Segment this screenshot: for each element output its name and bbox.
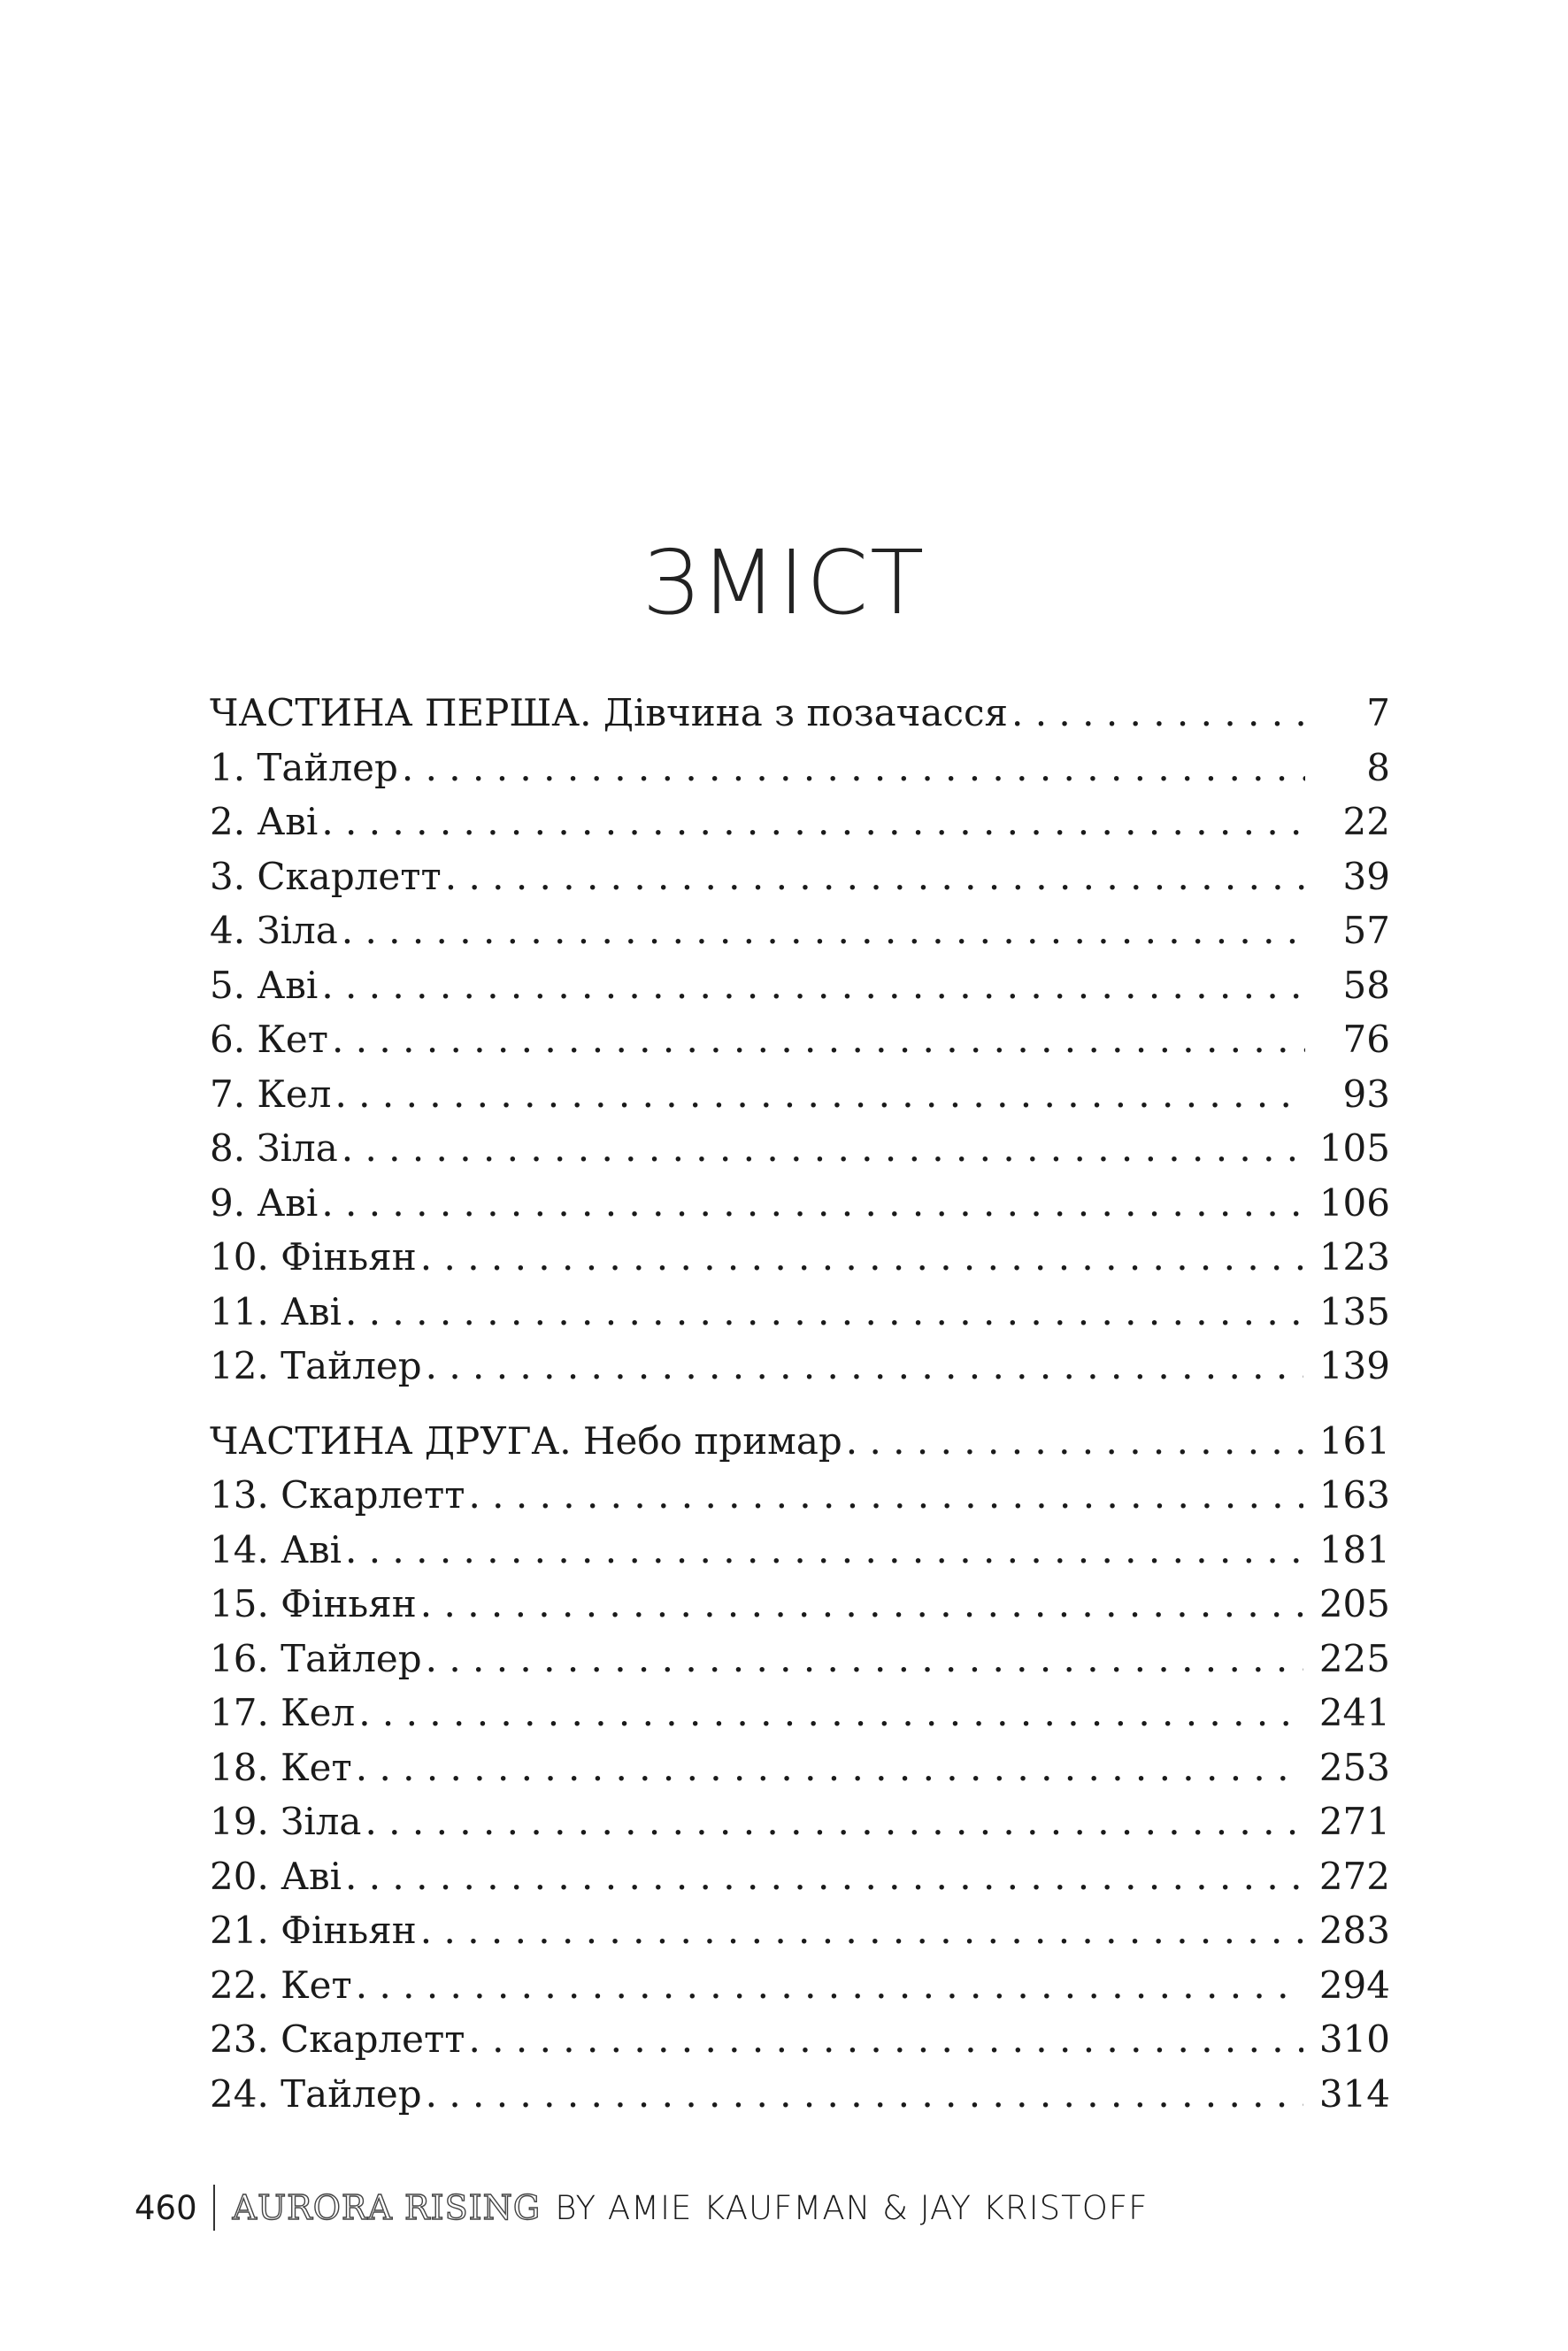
toc-page-number: 93: [1342, 1072, 1390, 1116]
toc-label: 10. Фіньян: [210, 1235, 417, 1279]
page-title: ЗМІСТ: [642, 531, 926, 634]
dot-leader: [420, 1903, 1303, 1958]
toc-page-number: 8: [1366, 745, 1390, 789]
toc-entry: [210, 1121, 1390, 1176]
toc-label: 6. Кет: [210, 1018, 329, 1061]
toc-label: 8. Зіла: [210, 1126, 338, 1170]
dot-leader: [846, 1414, 1303, 1469]
dot-leader: [342, 1121, 1303, 1176]
toc-page-number: 123: [1318, 1235, 1390, 1279]
toc-label: 19. Зіла: [210, 1800, 362, 1843]
toc-page-number: 225: [1318, 1636, 1390, 1680]
toc-page-number: 57: [1342, 909, 1390, 952]
toc-entry: [210, 1849, 1390, 1904]
toc-label: 2. Аві: [210, 800, 319, 843]
toc-label: 3. Скарлетт: [210, 854, 442, 898]
toc-entry: [210, 1577, 1390, 1632]
toc-label: 22. Кет: [210, 1963, 352, 2007]
toc-entry: [210, 903, 1390, 958]
toc-label: 20. Аві: [210, 1854, 342, 1898]
toc-entry: [210, 958, 1390, 1013]
toc-entry: [210, 741, 1390, 795]
dot-leader: [321, 1176, 1303, 1231]
toc-entry: [210, 1012, 1390, 1067]
toc-entry: [210, 1794, 1390, 1849]
dot-leader: [334, 1067, 1305, 1122]
dot-leader: [468, 2012, 1303, 2067]
dot-leader: [420, 1230, 1303, 1285]
toc-label: 12. Тайлер: [210, 1344, 422, 1387]
toc-label: 24. Тайлер: [210, 2071, 422, 2116]
toc-page-number: 272: [1318, 1854, 1390, 1898]
toc-label: ЧАСТИНА ПЕРША. Дівчина з позачасся: [210, 691, 1009, 734]
toc-page-number: 39: [1342, 854, 1390, 898]
toc-entry: [210, 1958, 1390, 2013]
toc-label: 4. Зіла: [210, 909, 338, 952]
table-of-contents: [210, 686, 1390, 2121]
toc-page-number: 253: [1318, 1745, 1390, 1789]
toc-page-number: 106: [1318, 1180, 1390, 1225]
dot-leader: [365, 1794, 1303, 1849]
dot-leader: [402, 741, 1305, 795]
toc-entry: [210, 2012, 1390, 2067]
footer-authors: BY AMIE KAUFMAN & JAY KRISTOFF: [555, 2188, 1149, 2227]
dot-leader: [426, 2067, 1303, 2122]
toc-label: 17. Кел: [210, 1691, 356, 1734]
folio-page-number: 460: [135, 2188, 197, 2227]
toc-entry: [210, 1523, 1390, 1578]
toc-entry: [210, 1686, 1390, 1740]
dot-leader: [332, 1012, 1305, 1067]
toc-label: 14. Аві: [210, 1527, 342, 1571]
toc-page-number: 139: [1318, 1344, 1390, 1387]
dot-leader: [356, 1958, 1303, 2013]
toc-entry: [210, 795, 1390, 849]
toc-entry: [210, 1339, 1390, 1394]
toc-page-number: 205: [1318, 1582, 1390, 1625]
toc-label: ЧАСТИНА ДРУГА. Небо примар: [210, 1418, 842, 1463]
dot-leader: [321, 795, 1305, 849]
footer-book-title: AURORA RISING: [232, 2188, 542, 2227]
toc-entry: [210, 1468, 1390, 1523]
toc-part-heading: [210, 1414, 1390, 1469]
toc-page-number: 7: [1366, 691, 1390, 734]
toc-label: 16. Тайлер: [210, 1636, 422, 1680]
toc-page-number: 241: [1318, 1691, 1390, 1734]
toc-label: 13. Скарлетт: [210, 1473, 465, 1517]
dot-leader: [345, 1523, 1303, 1578]
dot-leader: [345, 1285, 1303, 1340]
toc-label: 15. Фіньян: [210, 1582, 417, 1625]
dot-leader: [345, 1849, 1303, 1904]
toc-label: 11. Аві: [210, 1289, 342, 1333]
dot-leader: [420, 1577, 1303, 1632]
toc-entry: [210, 1285, 1390, 1340]
dot-leader: [321, 958, 1305, 1013]
dot-leader: [1011, 686, 1305, 741]
toc-page-number: 161: [1318, 1418, 1390, 1463]
toc-entry: [210, 2067, 1390, 2122]
toc-label: 18. Кет: [210, 1745, 352, 1789]
dot-leader: [342, 903, 1305, 958]
toc-page-number: 58: [1342, 963, 1390, 1007]
dot-leader: [356, 1740, 1303, 1795]
toc-page-number: 294: [1318, 1963, 1390, 2007]
toc-page-number: 22: [1342, 800, 1390, 843]
toc-page-number: 181: [1318, 1527, 1390, 1571]
toc-page-number: 314: [1318, 2071, 1390, 2116]
toc-label: 9. Аві: [210, 1180, 319, 1225]
dot-leader: [426, 1339, 1303, 1394]
toc-label: 23. Скарлетт: [210, 2017, 465, 2061]
toc-entry: [210, 1740, 1390, 1795]
toc-part-heading: [210, 686, 1390, 741]
toc-label: 1. Тайлер: [210, 745, 398, 789]
toc-entry: [210, 1903, 1390, 1958]
toc-page-number: 135: [1318, 1289, 1390, 1333]
toc-entry: [210, 1067, 1390, 1122]
toc-page-number: 105: [1318, 1126, 1390, 1170]
dot-leader: [358, 1686, 1303, 1740]
toc-label: 5. Аві: [210, 963, 319, 1007]
toc-label: 21. Фіньян: [210, 1909, 417, 1952]
toc-entry: [210, 1230, 1390, 1285]
running-footer: [135, 2181, 1148, 2234]
toc-label: 7. Кел: [210, 1072, 332, 1116]
dot-leader: [426, 1632, 1303, 1686]
dot-leader: [468, 1468, 1303, 1523]
toc-entry: [210, 1176, 1390, 1231]
toc-entry: [210, 849, 1390, 904]
footer-divider: [213, 2185, 215, 2231]
toc-page-number: 76: [1342, 1018, 1390, 1061]
toc-entry: [210, 1632, 1390, 1686]
toc-page-number: 271: [1318, 1800, 1390, 1843]
toc-page-number: 310: [1318, 2017, 1390, 2061]
dot-leader: [445, 849, 1305, 904]
toc-page-number: 283: [1318, 1909, 1390, 1952]
toc-page-number: 163: [1318, 1473, 1390, 1517]
